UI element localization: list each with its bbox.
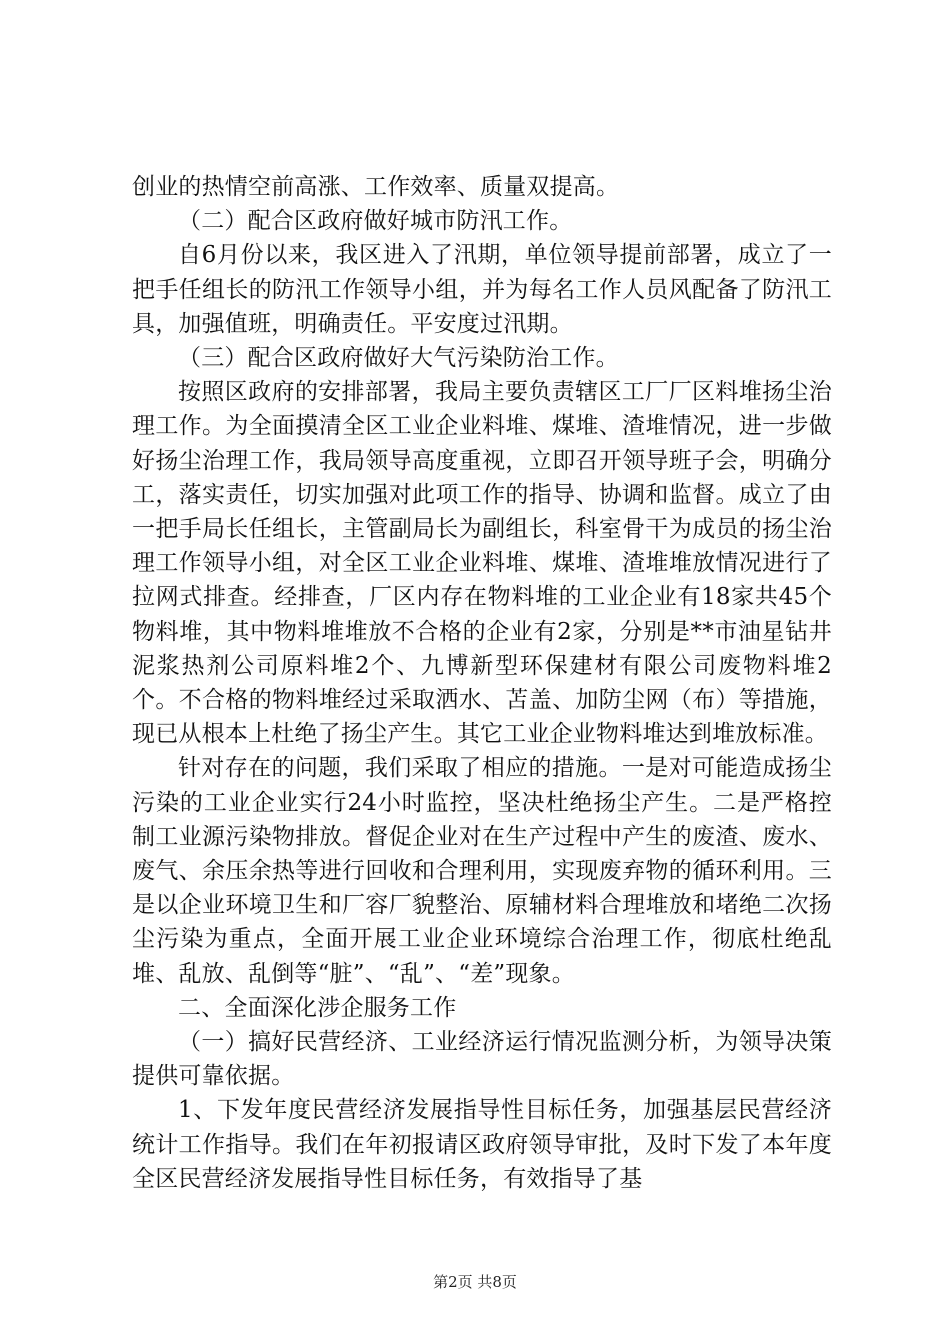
section-heading-air-pollution: （三）配合区政府做好大气污染防治工作。 [178, 345, 619, 372]
subsection-heading-monitoring: （一）搞好民营经济、工业经济运行情况监测分析，为领导决策提供可靠依据。 [132, 1029, 832, 1090]
paragraph-dust-control: 按照区政府的安排部署，我局主要负责辖区工厂厂区料堆扬尘治理工作。为全面摸清全区工业企业料堆、煤堆、渣堆情况，进一步做好扬尘治理工作，我局领导高度重视，立即召开领导班子会，明确分工，落实责任，切实加强对此项工作的指导、协调和监督。成立了由一把手局长任组长，主管副局长为副组长，科室骨干为成员的扬尘治理工作领导小组，对全区工业企业料堆、煤堆、渣堆堆放情况进行了拉网式排查。经排查，厂区内存在物料堆的工业企业有18家共45个物料堆，其中物料堆堆放不合格的企业有2家，分别是**市油星钻井泥浆热剂公司原料堆2个、九博新型环保建材有限公司废物料堆2个。不合格的物料堆经过采取洒水、苫盖、加防尘网（布）等措施，现已从根本上杜绝了扬尘产生。其它工业企业物料堆达到堆放标准。 [132, 379, 832, 748]
section-heading-flood-control: （二）配合区政府做好城市防汛工作。 [178, 208, 573, 235]
paragraph-targets: 1、下发年度民营经济发展指导性目标任务，加强基层民营经济统计工作指导。我们在年初报请区政府领导审批，及时下发了本年度全区民营经济发展指导性目标任务，有效指导了基 [132, 1097, 832, 1192]
paragraph-flood-control: 自6月份以来，我区进入了汛期，单位领导提前部署，成立了一把手任组长的防汛工作领导小组，并为每名工作人员风配备了防汛工具，加强值班，明确责任。平安度过汛期。 [132, 242, 832, 337]
document-body [132, 170, 832, 1196]
paragraph-continuation: 创业的热情空前高涨、工作效率、质量双提高。 [132, 174, 620, 200]
paragraph-measures: 针对存在的问题，我们采取了相应的措施。一是对可能造成扬尘污染的工业企业实行24小时监控，坚决杜绝扬尘产生。二是严格控制工业源污染物排放。督促企业对在生产过程中产生的废渣、废水、废气、余压余热等进行回收和合理利用，实现废弃物的循环利用。三是以企业环境卫生和厂容厂貌整治、原辅材料合理堆放和堵绝二次扬尘污染为重点，全面开展工业企业环境综合治理工作，彻底杜绝乱堆、乱放、乱倒等“脏”、“乱”、“差”现象。 [132, 755, 832, 987]
page-footer: 第2页 共8页 [433, 1273, 517, 1291]
section-heading-enterprise-service: 二、全面深化涉企服务工作 [178, 994, 457, 1021]
